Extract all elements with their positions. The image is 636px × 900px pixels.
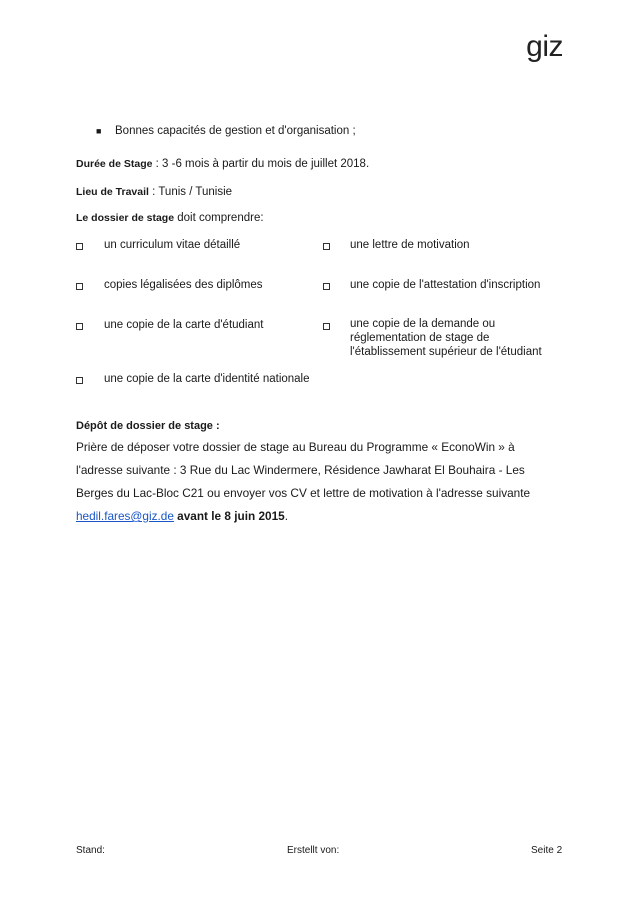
checklist-item-lettre: une lettre de motivation (350, 239, 470, 251)
depot-line-4 (76, 505, 566, 528)
bullet-icon: ■ (96, 126, 102, 136)
checkbox-icon (323, 243, 330, 250)
dossier-value: doit comprendre: (174, 212, 264, 224)
checklist-item-carte-etudiant: une copie de la carte d'étudiant (104, 319, 264, 331)
footer-erstellt: Erstellt von: (287, 845, 340, 856)
checklist-item-carte-identite: une copie de la carte d'identité nationale (104, 373, 310, 385)
depot-line-2: l'adresse suivante : 3 Rue du Lac Windermere, Résidence Jawharat El Bouhaira - Les (76, 463, 525, 477)
location-label: Lieu de Travail (76, 186, 149, 198)
depot-line-3: Berges du Lac-Bloc C21 ou envoyer vos CV et lettre de motivation à l'adresse suivante (76, 486, 531, 500)
checkbox-icon (76, 243, 83, 250)
duration-label: Durée de Stage (76, 158, 153, 170)
checkbox-icon (323, 323, 330, 330)
demande-line-2: réglementation de stage de (350, 332, 490, 344)
location-value: : Tunis / Tunisie (148, 186, 233, 198)
depot-paragraph (76, 436, 566, 528)
footer-page-number: Seite 2 (531, 845, 563, 856)
checkbox-icon (76, 377, 83, 384)
checkbox-icon (323, 283, 330, 290)
deadline-text: avant le 8 juin 2015 (173, 509, 285, 523)
checklist-item-cv: un curriculum vitae détaillé (104, 239, 241, 251)
checklist-item-attestation: une copie de l'attestation d'inscription (350, 279, 541, 291)
duration-value: : 3 -6 mois à partir du mois de juillet 2018. (152, 158, 370, 170)
checkbox-icon (76, 283, 83, 290)
footer-stand: Stand: (76, 845, 105, 856)
giz-logo: giz (526, 30, 563, 63)
duration-line (76, 156, 369, 172)
deadline-period: . (284, 509, 288, 523)
dossier-line (76, 210, 264, 226)
demande-line-1: une copie de la demande ou (350, 318, 496, 330)
depot-title: Dépôt de dossier de stage : (76, 420, 220, 432)
checklist-item-diplomes: copies légalisées des diplômes (104, 279, 263, 291)
checkbox-icon (76, 323, 83, 330)
dossier-label: Le dossier de stage (76, 212, 175, 224)
email-link[interactable]: hedil.fares@giz.de (76, 509, 174, 523)
checklist-item-demande (350, 317, 542, 359)
location-line (76, 184, 232, 200)
bullet-item: Bonnes capacités de gestion et d'organisation ; (115, 125, 356, 137)
depot-line-1: Prière de déposer votre dossier de stage au Bureau du Programme « EconoWin » à (76, 440, 515, 454)
demande-line-3: l'établissement supérieur de l'étudiant (350, 346, 542, 358)
